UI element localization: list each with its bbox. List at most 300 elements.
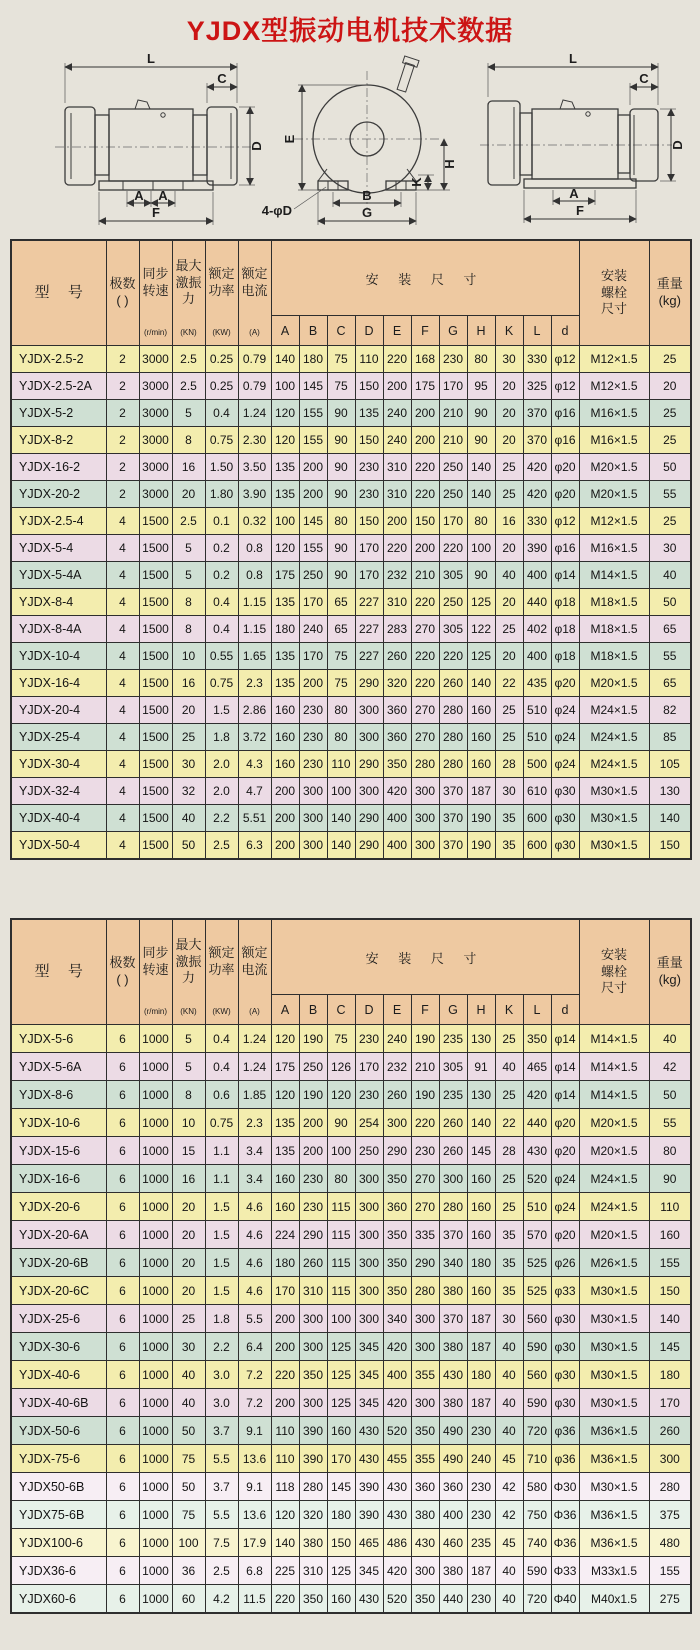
value-cell: 90: [327, 400, 355, 427]
value-cell: 310: [383, 589, 411, 616]
value-cell: 750: [523, 1501, 551, 1529]
table-body-2-4-pole: [11, 346, 691, 860]
value-cell: 1.8: [205, 724, 238, 751]
value-cell: 500: [523, 751, 551, 778]
value-cell: 180: [467, 1361, 495, 1389]
table-row: [11, 400, 691, 427]
value-cell: 130: [467, 1081, 495, 1109]
value-cell: 370: [439, 778, 467, 805]
model-cell: YJDX-5-6A: [11, 1053, 106, 1081]
value-cell: 300: [411, 1333, 439, 1361]
value-cell: 65: [327, 616, 355, 643]
value-cell: 260: [439, 1109, 467, 1137]
value-cell: 2: [106, 427, 139, 454]
table-row: [11, 1361, 691, 1389]
value-cell: φ24: [551, 1193, 579, 1221]
value-cell: 140: [327, 805, 355, 832]
value-cell: Φ36: [551, 1529, 579, 1557]
value-cell: 25: [495, 697, 523, 724]
value-cell: 75: [172, 1501, 205, 1529]
value-cell: 5.5: [205, 1501, 238, 1529]
value-cell: 1.85: [238, 1081, 271, 1109]
model-cell: YJDX-40-6: [11, 1361, 106, 1389]
model-cell: YJDX-8-4A: [11, 616, 106, 643]
value-cell: 2: [106, 346, 139, 373]
value-cell: 6: [106, 1305, 139, 1333]
value-cell: 120: [327, 1081, 355, 1109]
value-cell: 510: [523, 724, 551, 751]
value-cell: 0.4: [205, 589, 238, 616]
value-cell: 250: [439, 454, 467, 481]
value-cell: 200: [383, 373, 411, 400]
value-cell: 170: [327, 1445, 355, 1473]
value-cell: 75: [172, 1445, 205, 1473]
value-cell: 135: [271, 1137, 299, 1165]
value-cell: 260: [299, 1249, 327, 1277]
value-cell: 6: [106, 1585, 139, 1614]
value-cell: 6.3: [238, 832, 271, 860]
value-cell: 25: [649, 427, 691, 454]
value-cell: φ24: [551, 724, 579, 751]
value-cell: 50: [649, 589, 691, 616]
value-cell: 350: [383, 1249, 411, 1277]
value-cell: 80: [327, 1165, 355, 1193]
value-cell: 305: [439, 616, 467, 643]
value-cell: 310: [299, 1277, 327, 1305]
value-cell: 230: [355, 1025, 383, 1053]
value-cell: 350: [383, 1221, 411, 1249]
value-cell: 1000: [139, 1389, 172, 1417]
value-cell: M30×1.5: [579, 1277, 649, 1305]
value-cell: 2.2: [205, 1333, 238, 1361]
col-header-dim-C: C: [327, 316, 355, 346]
table-row: [11, 1305, 691, 1333]
value-cell: 175: [411, 373, 439, 400]
value-cell: Φ36: [551, 1501, 579, 1529]
model-cell: YJDX-30-6: [11, 1333, 106, 1361]
value-cell: 3000: [139, 454, 172, 481]
value-cell: M20×1.5: [579, 1109, 649, 1137]
table-row: [11, 751, 691, 778]
side-view-left: [55, 51, 264, 225]
value-cell: 1500: [139, 508, 172, 535]
model-cell: YJDX-10-4: [11, 643, 106, 670]
value-cell: 160: [271, 724, 299, 751]
value-cell: 430: [439, 1361, 467, 1389]
value-cell: 115: [327, 1221, 355, 1249]
side-view-right: [480, 51, 685, 223]
value-cell: 90: [467, 562, 495, 589]
value-cell: 2.86: [238, 697, 271, 724]
value-cell: 42: [495, 1473, 523, 1501]
value-cell: 490: [439, 1445, 467, 1473]
value-cell: 6: [106, 1389, 139, 1417]
value-cell: 227: [355, 643, 383, 670]
value-cell: 160: [467, 751, 495, 778]
value-cell: 190: [411, 1081, 439, 1109]
value-cell: M30×1.5: [579, 805, 649, 832]
value-cell: 1.1: [205, 1137, 238, 1165]
value-cell: φ18: [551, 589, 579, 616]
value-cell: M24×1.5: [579, 724, 649, 751]
value-cell: φ20: [551, 1221, 579, 1249]
table-row: [11, 805, 691, 832]
value-cell: 30: [172, 751, 205, 778]
value-cell: 4.6: [238, 1249, 271, 1277]
value-cell: 4.3: [238, 751, 271, 778]
value-cell: 400: [523, 643, 551, 670]
col-header-poles: 极数 ( ): [106, 240, 139, 346]
col-header-mounting: 安 装 尺 寸: [271, 240, 579, 316]
value-cell: φ16: [551, 535, 579, 562]
value-cell: 400: [383, 832, 411, 860]
value-cell: 300: [355, 697, 383, 724]
value-cell: 240: [383, 1025, 411, 1053]
value-cell: 200: [299, 454, 327, 481]
col-header-power: 额定 功率 (KW): [205, 919, 238, 1025]
value-cell: 350: [523, 1025, 551, 1053]
value-cell: 0.8: [238, 535, 271, 562]
value-cell: 370: [439, 832, 467, 860]
value-cell: 225: [271, 1557, 299, 1585]
value-cell: 300: [411, 805, 439, 832]
value-cell: 240: [299, 616, 327, 643]
value-cell: 125: [327, 1389, 355, 1417]
value-cell: 420: [523, 454, 551, 481]
value-cell: 325: [523, 373, 551, 400]
value-cell: 430: [411, 1529, 439, 1557]
value-cell: 430: [383, 1473, 411, 1501]
value-cell: 300: [299, 1389, 327, 1417]
value-cell: 230: [439, 346, 467, 373]
value-cell: 230: [299, 1193, 327, 1221]
value-cell: 3.0: [205, 1389, 238, 1417]
value-cell: 3.50: [238, 454, 271, 481]
table-row: [11, 1501, 691, 1529]
value-cell: 4: [106, 724, 139, 751]
value-cell: 390: [523, 535, 551, 562]
value-cell: 25: [495, 454, 523, 481]
value-cell: 200: [299, 481, 327, 508]
value-cell: 430: [355, 1417, 383, 1445]
value-cell: 170: [439, 373, 467, 400]
value-cell: 120: [271, 427, 299, 454]
value-cell: M30×1.5: [579, 1333, 649, 1361]
value-cell: φ18: [551, 643, 579, 670]
value-cell: 402: [523, 616, 551, 643]
model-cell: YJDX-20-4: [11, 697, 106, 724]
value-cell: 80: [327, 697, 355, 724]
value-cell: 170: [299, 589, 327, 616]
value-cell: 140: [649, 1305, 691, 1333]
value-cell: 220: [411, 670, 439, 697]
value-cell: 90: [467, 427, 495, 454]
value-cell: 135: [271, 454, 299, 481]
model-cell: YJDX-5-4: [11, 535, 106, 562]
value-cell: 10: [172, 1109, 205, 1137]
value-cell: 10: [172, 643, 205, 670]
value-cell: 250: [439, 481, 467, 508]
value-cell: 4: [106, 670, 139, 697]
value-cell: 20: [495, 643, 523, 670]
value-cell: M30×1.5: [579, 778, 649, 805]
value-cell: 170: [271, 1277, 299, 1305]
value-cell: 330: [523, 508, 551, 535]
value-cell: 380: [439, 1389, 467, 1417]
col-header-dim-K: K: [495, 995, 523, 1025]
table-row: [11, 1557, 691, 1585]
value-cell: 390: [299, 1445, 327, 1473]
value-cell: 420: [523, 1081, 551, 1109]
value-cell: 280: [411, 1277, 439, 1305]
value-cell: 90: [327, 535, 355, 562]
value-cell: 1500: [139, 805, 172, 832]
value-cell: M14×1.5: [579, 1025, 649, 1053]
value-cell: 3000: [139, 427, 172, 454]
value-cell: 125: [327, 1333, 355, 1361]
col-header-dim-E: E: [383, 995, 411, 1025]
value-cell: 120: [271, 1501, 299, 1529]
value-cell: 0.79: [238, 373, 271, 400]
value-cell: 50: [172, 1473, 205, 1501]
value-cell: M12×1.5: [579, 373, 649, 400]
value-cell: 1000: [139, 1445, 172, 1473]
col-header-power: 额定 功率 (KW): [205, 240, 238, 346]
value-cell: 3.0: [205, 1361, 238, 1389]
model-cell: YJDX-2.5-4: [11, 508, 106, 535]
value-cell: M36×1.5: [579, 1417, 649, 1445]
value-cell: 1000: [139, 1277, 172, 1305]
value-cell: 5.5: [238, 1305, 271, 1333]
value-cell: 25: [649, 346, 691, 373]
col-header-dim-H: H: [467, 995, 495, 1025]
model-cell: YJDX-10-6: [11, 1109, 106, 1137]
value-cell: 6: [106, 1529, 139, 1557]
value-cell: 220: [411, 1109, 439, 1137]
model-cell: YJDX-16-2: [11, 454, 106, 481]
value-cell: 220: [411, 454, 439, 481]
value-cell: 16: [172, 1165, 205, 1193]
value-cell: 230: [467, 1417, 495, 1445]
col-header-weight: 重量 (kg): [649, 919, 691, 1025]
col-header-mounting: 安 装 尺 寸: [271, 919, 579, 995]
value-cell: 335: [411, 1221, 439, 1249]
dim-label-E: E: [282, 134, 297, 144]
value-cell: 600: [523, 805, 551, 832]
value-cell: 1.5: [205, 1193, 238, 1221]
value-cell: 125: [327, 1557, 355, 1585]
value-cell: 85: [649, 724, 691, 751]
value-cell: 370: [523, 400, 551, 427]
value-cell: 135: [355, 400, 383, 427]
value-cell: 95: [467, 373, 495, 400]
value-cell: 145: [299, 508, 327, 535]
value-cell: 220: [383, 535, 411, 562]
value-cell: 50: [172, 1417, 205, 1445]
value-cell: 1.5: [205, 1249, 238, 1277]
value-cell: 122: [467, 616, 495, 643]
value-cell: 1000: [139, 1529, 172, 1557]
value-cell: 375: [649, 1501, 691, 1529]
value-cell: 145: [327, 1473, 355, 1501]
value-cell: 220: [439, 535, 467, 562]
value-cell: 50: [649, 454, 691, 481]
value-cell: 170: [299, 643, 327, 670]
value-cell: 230: [299, 724, 327, 751]
value-cell: 75: [327, 346, 355, 373]
value-cell: 4: [106, 535, 139, 562]
value-cell: 6: [106, 1137, 139, 1165]
table-row: [11, 1109, 691, 1137]
col-header-dim-d: d: [551, 995, 579, 1025]
value-cell: 1500: [139, 751, 172, 778]
value-cell: 1.50: [205, 454, 238, 481]
value-cell: 6: [106, 1165, 139, 1193]
value-cell: 400: [383, 1361, 411, 1389]
value-cell: 430: [355, 1585, 383, 1614]
col-header-dim-B: B: [299, 316, 327, 346]
value-cell: 155: [299, 400, 327, 427]
value-cell: 2.0: [205, 751, 238, 778]
value-cell: 300: [355, 1193, 383, 1221]
value-cell: 35: [495, 805, 523, 832]
model-cell: YJDX-2.5-2A: [11, 373, 106, 400]
value-cell: 360: [383, 697, 411, 724]
value-cell: 2.5: [205, 832, 238, 860]
value-cell: 6.8: [238, 1557, 271, 1585]
model-cell: YJDX-15-6: [11, 1137, 106, 1165]
value-cell: 130: [467, 1025, 495, 1053]
value-cell: 1.5: [205, 697, 238, 724]
value-cell: 430: [383, 1501, 411, 1529]
value-cell: φ26: [551, 1249, 579, 1277]
page-title: YJDX型振动电机技术数据: [186, 16, 514, 46]
model-cell: YJDX-25-4: [11, 724, 106, 751]
value-cell: 6: [106, 1109, 139, 1137]
value-cell: 75: [327, 373, 355, 400]
value-cell: 28: [495, 751, 523, 778]
value-cell: 80: [327, 508, 355, 535]
value-cell: 200: [411, 427, 439, 454]
value-cell: 32: [172, 778, 205, 805]
value-cell: 200: [299, 1109, 327, 1137]
value-cell: 220: [271, 1361, 299, 1389]
model-cell: YJDX-25-6: [11, 1305, 106, 1333]
value-cell: 1500: [139, 697, 172, 724]
value-cell: 140: [467, 454, 495, 481]
value-cell: M26×1.5: [579, 1249, 649, 1277]
value-cell: 0.4: [205, 1053, 238, 1081]
value-cell: 175: [271, 562, 299, 589]
value-cell: Φ30: [551, 1473, 579, 1501]
value-cell: 290: [383, 1137, 411, 1165]
value-cell: φ36: [551, 1445, 579, 1473]
value-cell: 230: [299, 697, 327, 724]
value-cell: 160: [271, 751, 299, 778]
value-cell: 220: [411, 481, 439, 508]
value-cell: Φ33: [551, 1557, 579, 1585]
value-cell: 4.2: [205, 1585, 238, 1614]
value-cell: 460: [439, 1529, 467, 1557]
table-row: [11, 454, 691, 481]
value-cell: 3.4: [238, 1137, 271, 1165]
table-body-6-pole: [11, 1025, 691, 1614]
value-cell: 250: [299, 1053, 327, 1081]
model-cell: YJDX-8-4: [11, 589, 106, 616]
model-cell: YJDX-20-6C: [11, 1277, 106, 1305]
value-cell: 91: [467, 1053, 495, 1081]
value-cell: 187: [467, 1557, 495, 1585]
value-cell: 227: [355, 589, 383, 616]
front-view: [262, 56, 457, 225]
value-cell: 370: [439, 805, 467, 832]
value-cell: 720: [523, 1417, 551, 1445]
table-row: [11, 1417, 691, 1445]
value-cell: 16: [172, 454, 205, 481]
value-cell: 260: [439, 1137, 467, 1165]
value-cell: 740: [523, 1529, 551, 1557]
value-cell: 350: [411, 1585, 439, 1614]
value-cell: M20×1.5: [579, 481, 649, 508]
value-cell: 525: [523, 1277, 551, 1305]
col-header-dim-H: H: [467, 316, 495, 346]
value-cell: 7.2: [238, 1361, 271, 1389]
value-cell: 100: [327, 1137, 355, 1165]
value-cell: 600: [523, 832, 551, 860]
value-cell: 30: [649, 535, 691, 562]
dim-label-D: D: [249, 141, 264, 151]
table-row: [11, 535, 691, 562]
value-cell: 4.6: [238, 1193, 271, 1221]
value-cell: 120: [271, 535, 299, 562]
value-cell: φ20: [551, 481, 579, 508]
value-cell: M30×1.5: [579, 1389, 649, 1417]
col-header-dim-E: E: [383, 316, 411, 346]
value-cell: M30×1.5: [579, 1305, 649, 1333]
value-cell: 300: [355, 1165, 383, 1193]
value-cell: 590: [523, 1333, 551, 1361]
value-cell: 300: [411, 1557, 439, 1585]
value-cell: M20×1.5: [579, 670, 649, 697]
value-cell: 13.6: [238, 1501, 271, 1529]
value-cell: 150: [649, 1277, 691, 1305]
value-cell: 300: [299, 805, 327, 832]
value-cell: 280: [439, 697, 467, 724]
value-cell: 1000: [139, 1473, 172, 1501]
value-cell: 135: [271, 643, 299, 670]
model-cell: YJDX-32-4: [11, 778, 106, 805]
value-cell: 465: [523, 1053, 551, 1081]
value-cell: 1000: [139, 1305, 172, 1333]
value-cell: 100: [271, 508, 299, 535]
value-cell: 2.5: [172, 373, 205, 400]
value-cell: 420: [383, 1333, 411, 1361]
value-cell: 160: [271, 1165, 299, 1193]
table-row: [11, 481, 691, 508]
value-cell: 25: [495, 481, 523, 508]
value-cell: 80: [467, 346, 495, 373]
model-cell: YJDX-8-6: [11, 1081, 106, 1109]
value-cell: 6: [106, 1445, 139, 1473]
value-cell: 227: [355, 616, 383, 643]
value-cell: 230: [299, 751, 327, 778]
value-cell: M40x1.5: [579, 1585, 649, 1614]
value-cell: 180: [467, 1249, 495, 1277]
value-cell: 180: [649, 1361, 691, 1389]
value-cell: 25: [172, 1305, 205, 1333]
value-cell: 35: [495, 1221, 523, 1249]
value-cell: 480: [649, 1529, 691, 1557]
